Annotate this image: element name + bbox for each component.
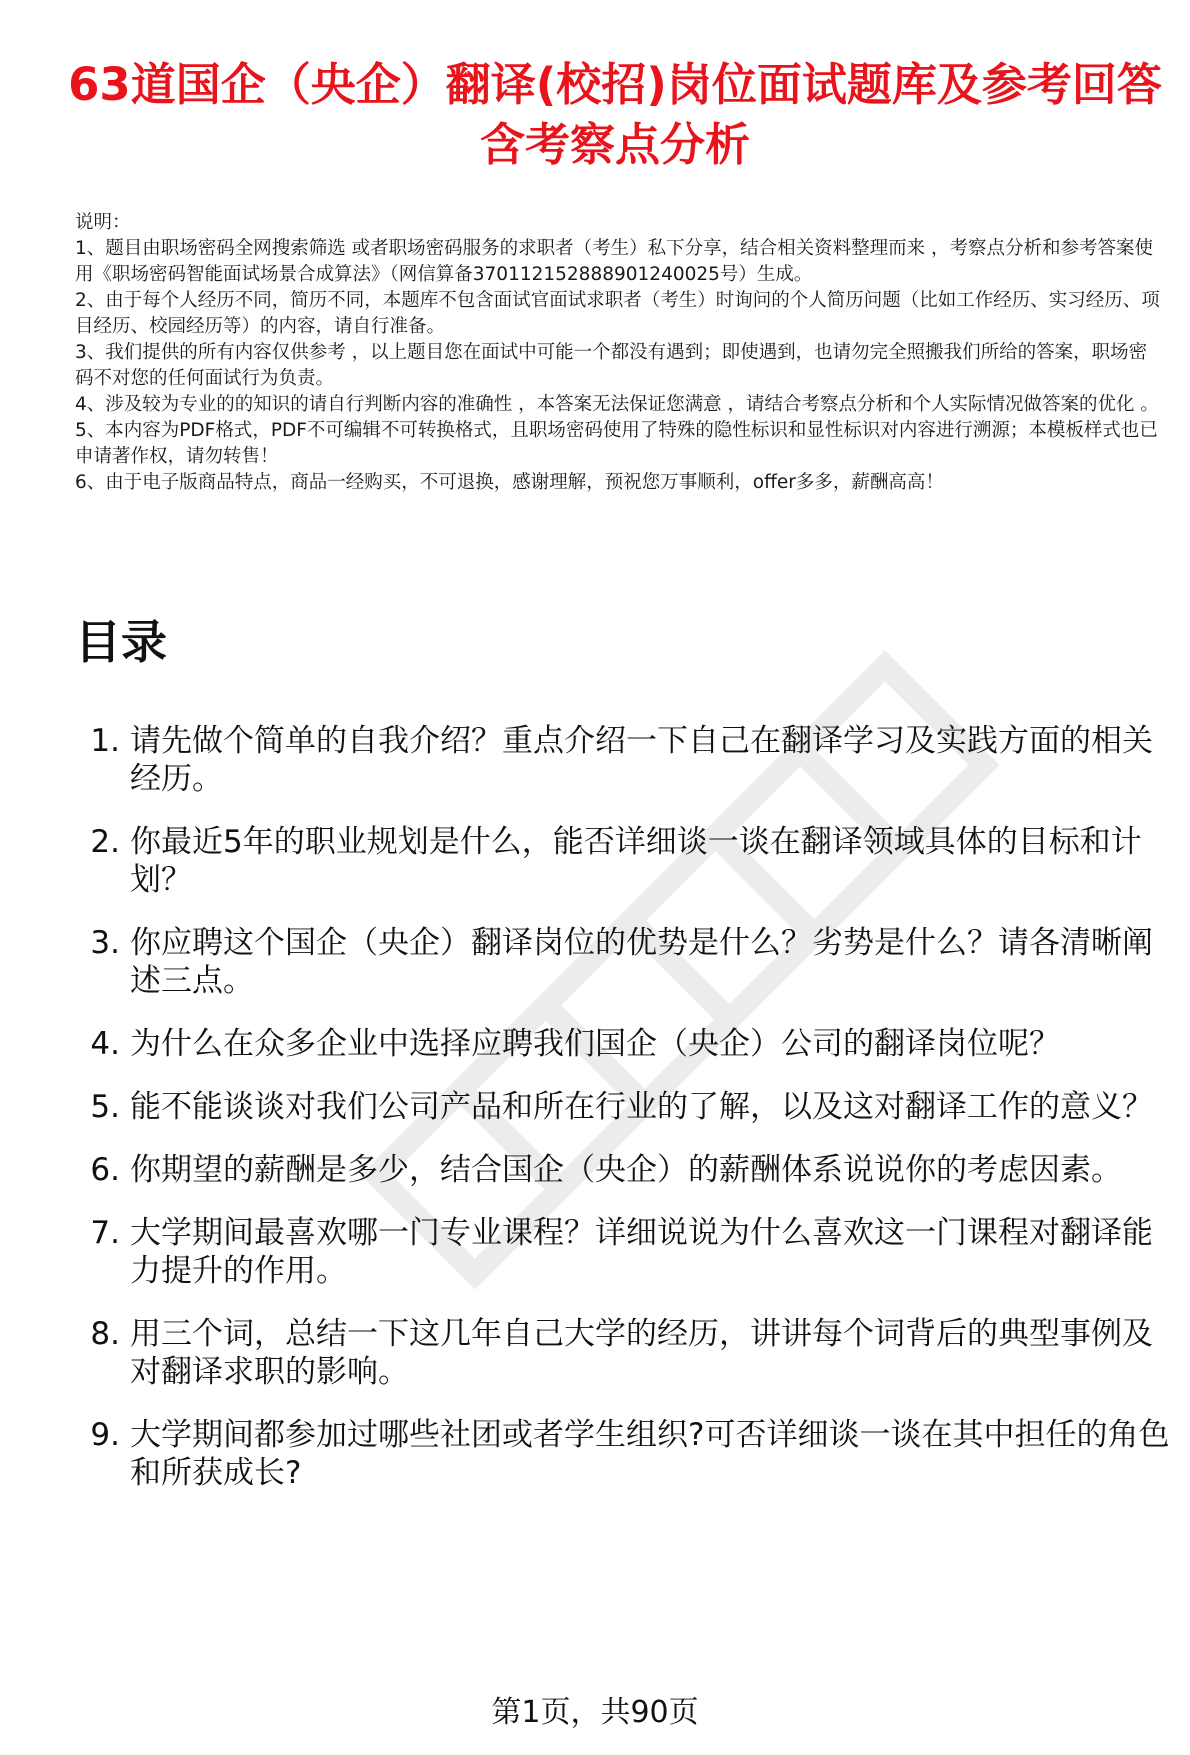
question-item: [75, 823, 1170, 899]
instruction-item: 1、题目由职场密码全网搜索筛选 或者职场密码服务的求职者（考生）私下分享，结合相关资料整理而来 ，考察点分析和参考答案使用《职场密码智能面试场景合成算法》（网信算备370112152888901240025号）生成。: [75, 238, 1154, 285]
question-item: [75, 1025, 1170, 1063]
question-number: 9.: [90, 1417, 120, 1453]
instructions-block: [75, 210, 1165, 496]
toc-heading: 目录: [75, 615, 167, 669]
question-number: 7.: [90, 1215, 120, 1251]
question-number: 2.: [90, 824, 120, 860]
question-text: 为什么在众多企业中选择应聘我们国企（央企）公司的翻译岗位呢？: [130, 1026, 1060, 1062]
question-number: 1.: [90, 723, 120, 759]
question-text: 大学期间都参加过哪些社团或者学生组织?可否详细谈一谈在其中担任的角色和所获成长?: [130, 1417, 1170, 1491]
question-item: [75, 1088, 1170, 1126]
instruction-item: 3、我们提供的所有内容仅供参考 ，以上题目您在面试中可能一个都没有遇到；即使遇到，也请勿完全照搬我们所给的答案，职场密码不对您的任何面试行为负责。: [75, 342, 1148, 389]
question-item: [75, 924, 1170, 1000]
question-item: [75, 1151, 1170, 1189]
question-text: 用三个词，总结一下这几年自己大学的经历，讲讲每个词背后的典型事例及对翻译求职的影响。: [130, 1316, 1153, 1390]
instructions-label: 说明：: [75, 212, 131, 233]
page-footer: 第1页，共90页: [491, 1695, 699, 1730]
question-item: [75, 1214, 1170, 1290]
question-text: 能不能谈谈对我们公司产品和所在行业的了解，以及这对翻译工作的意义？: [130, 1089, 1153, 1125]
question-number: 5.: [90, 1089, 120, 1125]
question-number: 8.: [90, 1316, 120, 1352]
question-item: [75, 1315, 1170, 1391]
question-item: [75, 722, 1170, 798]
question-item: [75, 1416, 1170, 1492]
instruction-item: 4、涉及较为专业的的知识的请自行判断内容的准确性 ，本答案无法保证您满意 ，请结合考察点分析和个人实际情况做答案的优化 。: [75, 394, 1159, 415]
question-text: 你应聘这个国企（央企）翻译岗位的优势是什么？劣势是什么？请各清晰阐述三点。: [130, 925, 1153, 999]
question-number: 3.: [90, 925, 120, 961]
document-title: 63道国企（央企）翻译(校招)岗位面试题库及参考回答含考察点分析: [68, 58, 1162, 171]
instruction-item: 2、由于每个人经历不同，简历不同，本题库不包含面试官面试求职者（考生）时询问的个人简历问题（比如工作经历、实习经历、项目经历、校园经历等）的内容，请自行准备。: [75, 290, 1160, 337]
question-text: 大学期间最喜欢哪一门专业课程？详细说说为什么喜欢这一门课程对翻译能力提升的作用。: [130, 1215, 1153, 1289]
question-number: 6.: [90, 1152, 120, 1188]
instruction-item: 5、本内容为PDF格式，PDF不可编辑不可转换格式，且职场密码使用了特殊的隐性标识和显性标识对内容进行溯源；本模板样式也已申请著作权，请勿转售！: [75, 420, 1158, 467]
question-text: 你期望的薪酬是多少，结合国企（央企）的薪酬体系说说你的考虑因素。: [130, 1152, 1122, 1188]
question-number: 4.: [90, 1026, 120, 1062]
question-text: 你最近5年的职业规划是什么，能否详细谈一谈在翻译领域具体的目标和计划？: [130, 824, 1142, 898]
instruction-item: 6、由于电子版商品特点，商品一经购买，不可退换，感谢理解，预祝您万事顺利，offer多多，薪酬高高！: [75, 472, 944, 493]
question-list: [75, 722, 1170, 1517]
question-text: 请先做个简单的自我介绍？重点介绍一下自己在翻译学习及实践方面的相关经历。: [130, 723, 1153, 797]
